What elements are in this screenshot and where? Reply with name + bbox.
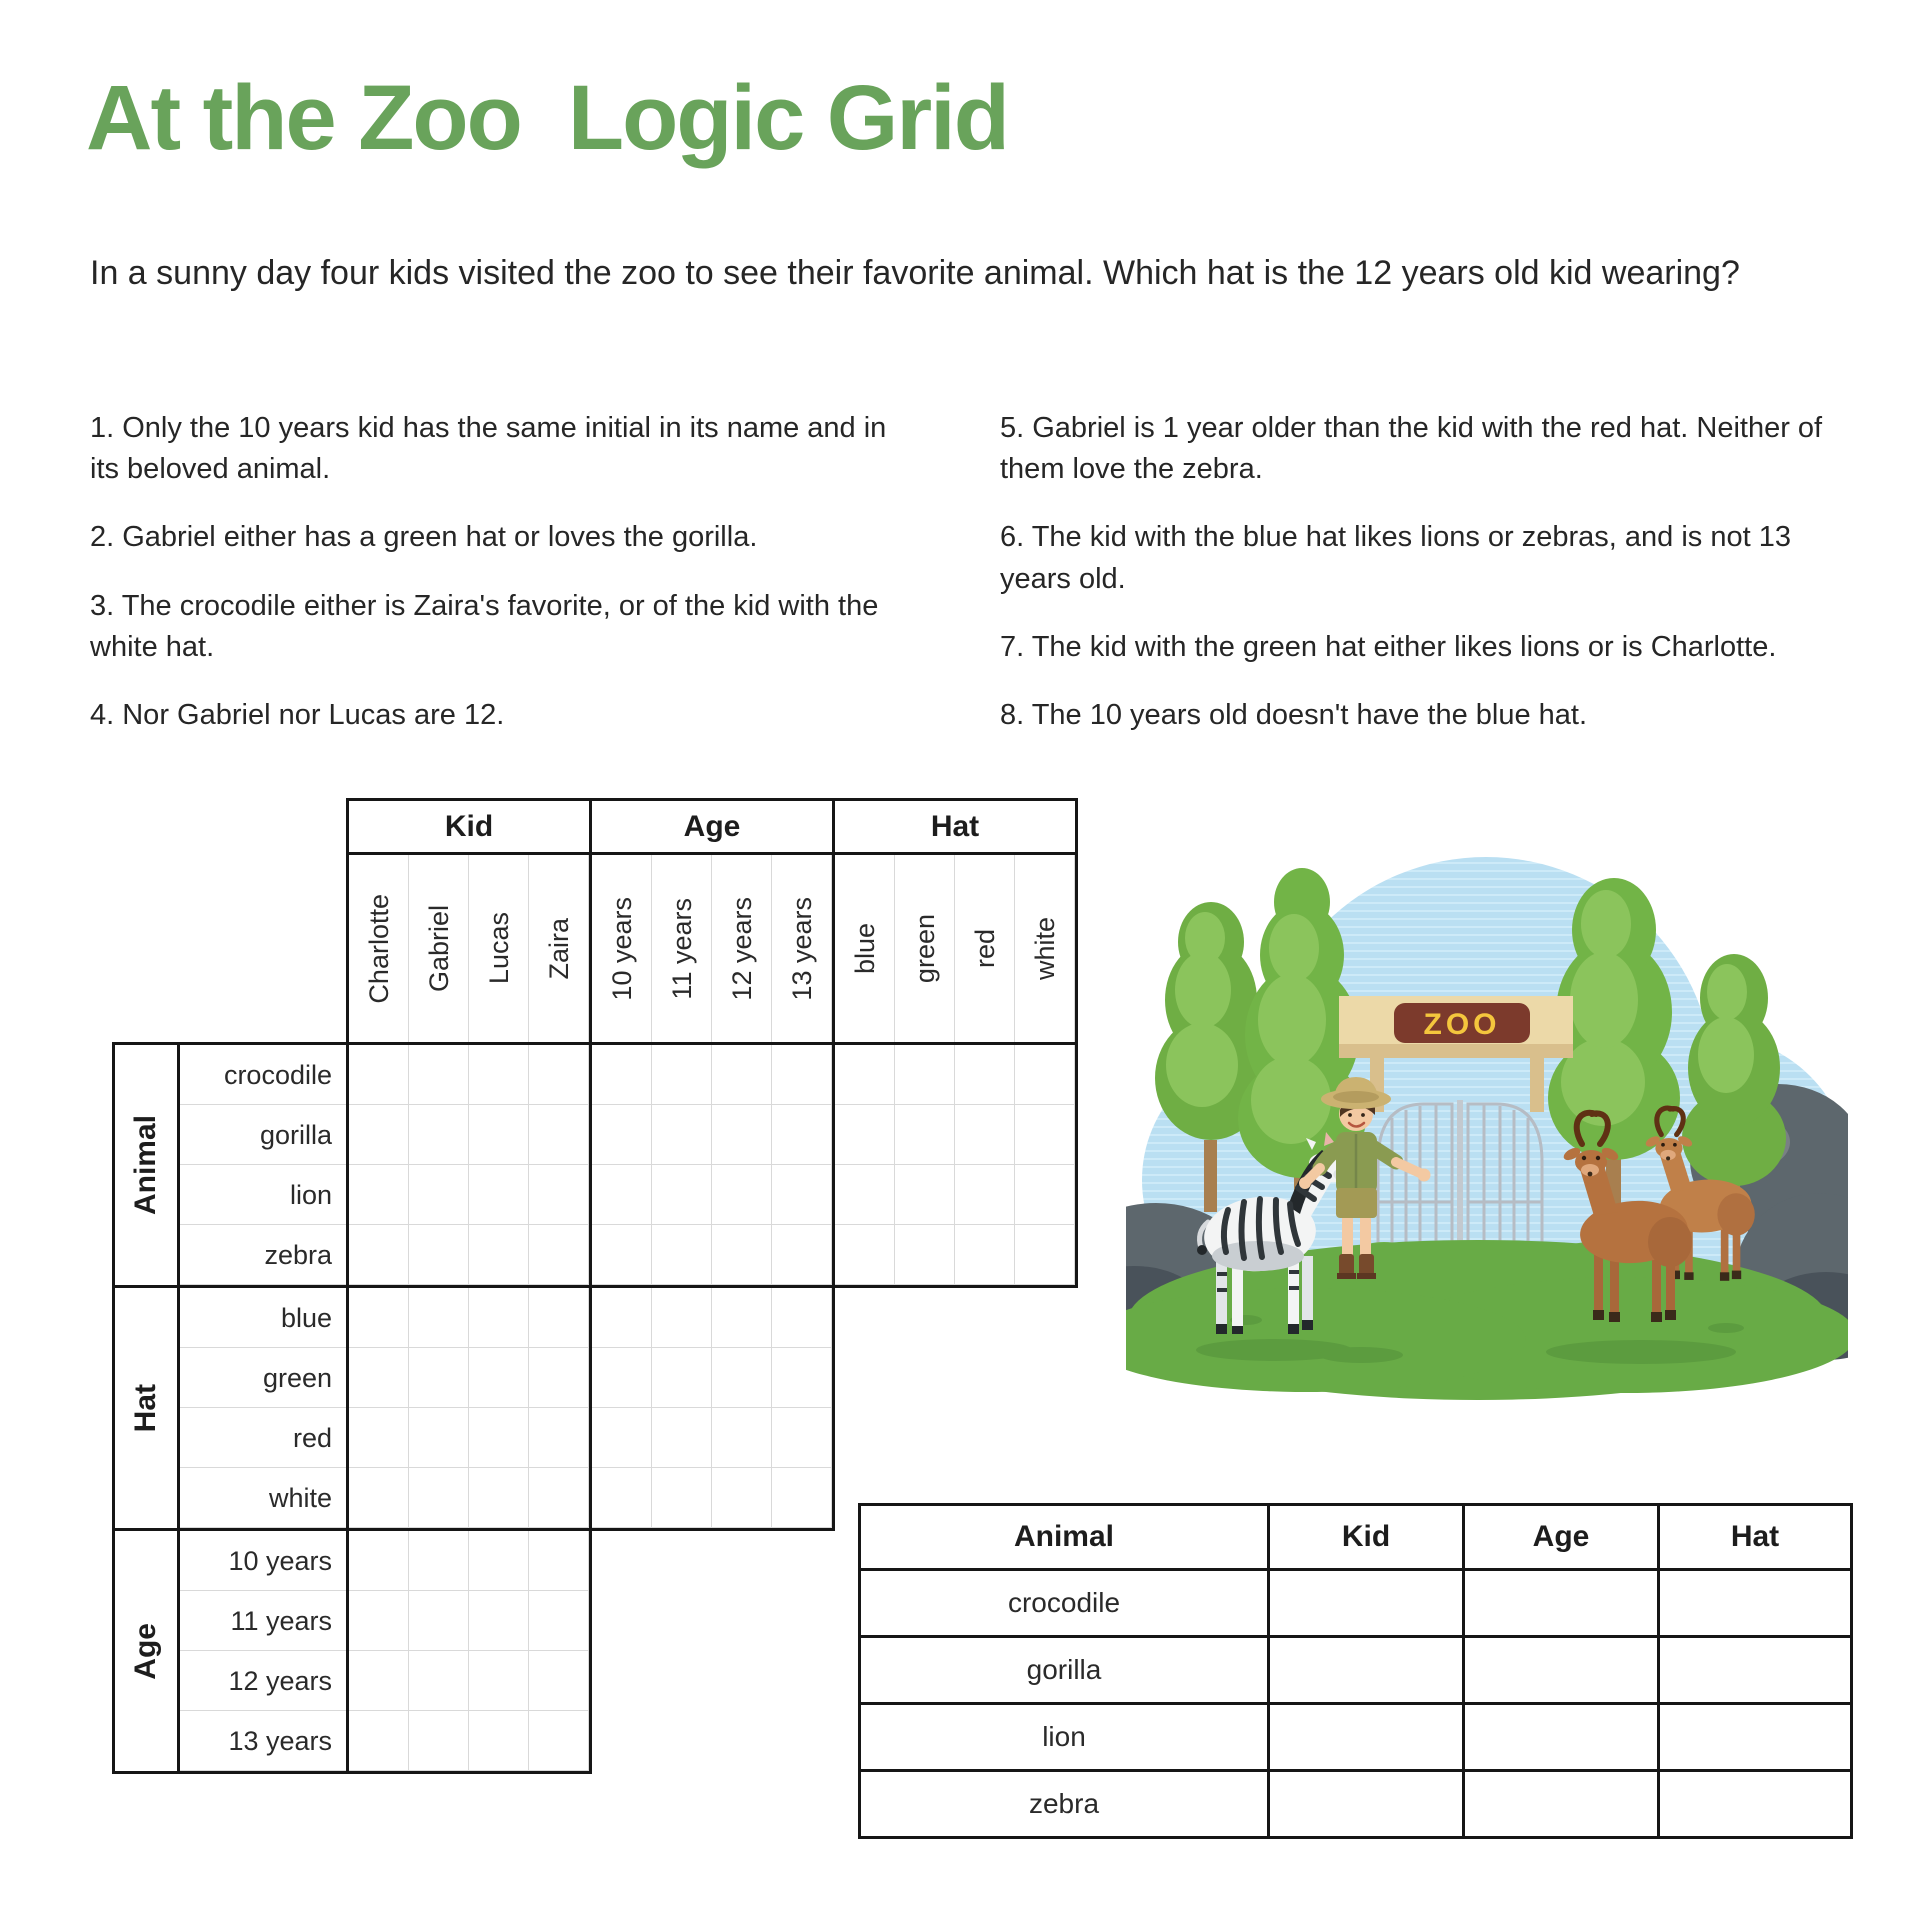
answer-cell-zebra-hat[interactable] <box>1659 1771 1852 1838</box>
clue-7: 7. The kid with the green hat either likes lions or is Charlotte. <box>1000 630 1777 663</box>
answer-row-crocodile <box>860 1570 1852 1637</box>
answer-cell-gorilla-age[interactable] <box>1464 1637 1659 1704</box>
row-label-11-years: 11 years <box>230 1606 332 1636</box>
grid-colgroup-age: Age <box>589 798 835 855</box>
row-label-crocodile: crocodile <box>223 1060 332 1090</box>
grid-rowgroup-animal <box>112 1042 349 1288</box>
clue-1: 1. Only the 10 years kid has the same initial in its name and in its beloved animal. <box>90 412 887 486</box>
grid-collabels-age <box>589 852 835 1045</box>
clues-right-column <box>1000 408 1845 763</box>
col-label-lucas: Lucas <box>483 912 514 985</box>
col-label-white: white <box>1029 916 1060 981</box>
answer-row-lion <box>860 1704 1852 1771</box>
row-label-white: white <box>268 1483 332 1513</box>
grid-cells-animal-kid[interactable] <box>346 1042 592 1288</box>
grid-rowgroup-age <box>112 1528 349 1774</box>
answer-cell-crocodile-age[interactable] <box>1464 1570 1659 1637</box>
grid-collabels-kid <box>346 852 592 1045</box>
row-label-gorilla: gorilla <box>259 1120 332 1150</box>
answer-cell-lion-hat[interactable] <box>1659 1704 1852 1771</box>
grid-colgroup-kid: Kid <box>346 798 592 855</box>
col-label-blue: blue <box>849 922 880 975</box>
clues-left-column <box>90 408 920 763</box>
col-label-10-years: 10 years <box>606 896 637 1001</box>
answer-table <box>858 1503 1853 1839</box>
answer-cell-gorilla-kid[interactable] <box>1269 1637 1464 1704</box>
answer-cell-zebra-kid[interactable] <box>1269 1771 1464 1838</box>
row-label-13-years: 13 years <box>228 1726 332 1756</box>
grid-cells-animal-age[interactable] <box>589 1042 835 1288</box>
row-label-10-years: 10 years <box>228 1546 332 1576</box>
rowgroup-label-animal: Animal <box>115 1045 180 1285</box>
col-label-charlotte: Charlotte <box>363 893 394 1004</box>
answer-cell-crocodile-hat[interactable] <box>1659 1570 1852 1637</box>
col-label-zaira: Zaira <box>543 917 574 980</box>
grid-cells-animal-hat[interactable] <box>832 1042 1078 1288</box>
answer-cell-zebra-age[interactable] <box>1464 1771 1659 1838</box>
answer-row-zebra <box>860 1771 1852 1838</box>
row-label-red: red <box>292 1423 332 1453</box>
row-label-blue: blue <box>280 1303 332 1333</box>
zoo-illustration <box>1126 850 1848 1402</box>
grid-collabels-hat <box>832 852 1078 1045</box>
clue-2: 2. Gabriel either has a green hat or loves the gorilla. <box>90 521 758 554</box>
col-label-red: red <box>969 928 1000 969</box>
grid-cells-hat-kid[interactable] <box>346 1285 592 1531</box>
clue-4: 4. Nor Gabriel nor Lucas are 12. <box>90 698 505 731</box>
answer-row-label: gorilla <box>860 1637 1269 1704</box>
answer-row-label: crocodile <box>860 1570 1269 1637</box>
intro-text: In a sunny day four kids visited the zoo to see their favorite animal. Which hat is the 12 years old kid wearing? <box>90 254 1740 292</box>
grid-cells-hat-age[interactable] <box>589 1285 835 1531</box>
row-label-lion: lion <box>289 1180 332 1210</box>
answer-cell-lion-age[interactable] <box>1464 1704 1659 1771</box>
clue-3: 3. The crocodile either is Zaira's favorite, or of the kid with the white hat. <box>90 589 879 663</box>
clue-5: 5. Gabriel is 1 year older than the kid with the red hat. Neither of them love the zebra. <box>1000 412 1823 486</box>
answer-header-hat: Hat <box>1659 1505 1852 1570</box>
col-label-13-years: 13 years <box>786 896 817 1001</box>
grid-rowgroup-hat <box>112 1285 349 1531</box>
answer-row-label: zebra <box>860 1771 1269 1838</box>
row-label-green: green <box>262 1363 332 1393</box>
zoo-sign-text: ZOO <box>1423 1008 1501 1041</box>
answer-cell-crocodile-kid[interactable] <box>1269 1570 1464 1637</box>
col-label-12-years: 12 years <box>726 896 757 1001</box>
answer-header-age: Age <box>1464 1505 1659 1570</box>
rowgroup-label-age: Age <box>115 1531 180 1771</box>
col-label-11-years: 11 years <box>666 897 697 1000</box>
clue-8: 8. The 10 years old doesn't have the blue hat. <box>1000 698 1588 731</box>
answer-header-animal: Animal <box>860 1505 1269 1570</box>
col-label-gabriel: Gabriel <box>423 904 454 993</box>
answer-row-label: lion <box>860 1704 1269 1771</box>
answer-cell-gorilla-hat[interactable] <box>1659 1637 1852 1704</box>
row-label-12-years: 12 years <box>228 1666 332 1696</box>
page-title: At the Zoo Logic Grid <box>86 67 1008 169</box>
col-label-green: green <box>909 913 940 984</box>
rowgroup-label-hat: Hat <box>115 1288 180 1528</box>
answer-header-kid: Kid <box>1269 1505 1464 1570</box>
answer-cell-lion-kid[interactable] <box>1269 1704 1464 1771</box>
row-label-zebra: zebra <box>264 1240 332 1270</box>
answer-header-row <box>860 1505 1852 1570</box>
answer-row-gorilla <box>860 1637 1852 1704</box>
clue-6: 6. The kid with the blue hat likes lions or zebras, and is not 13 years old. <box>1000 521 1791 595</box>
grid-colgroup-hat: Hat <box>832 798 1078 855</box>
grid-cells-age-kid[interactable] <box>346 1528 592 1774</box>
